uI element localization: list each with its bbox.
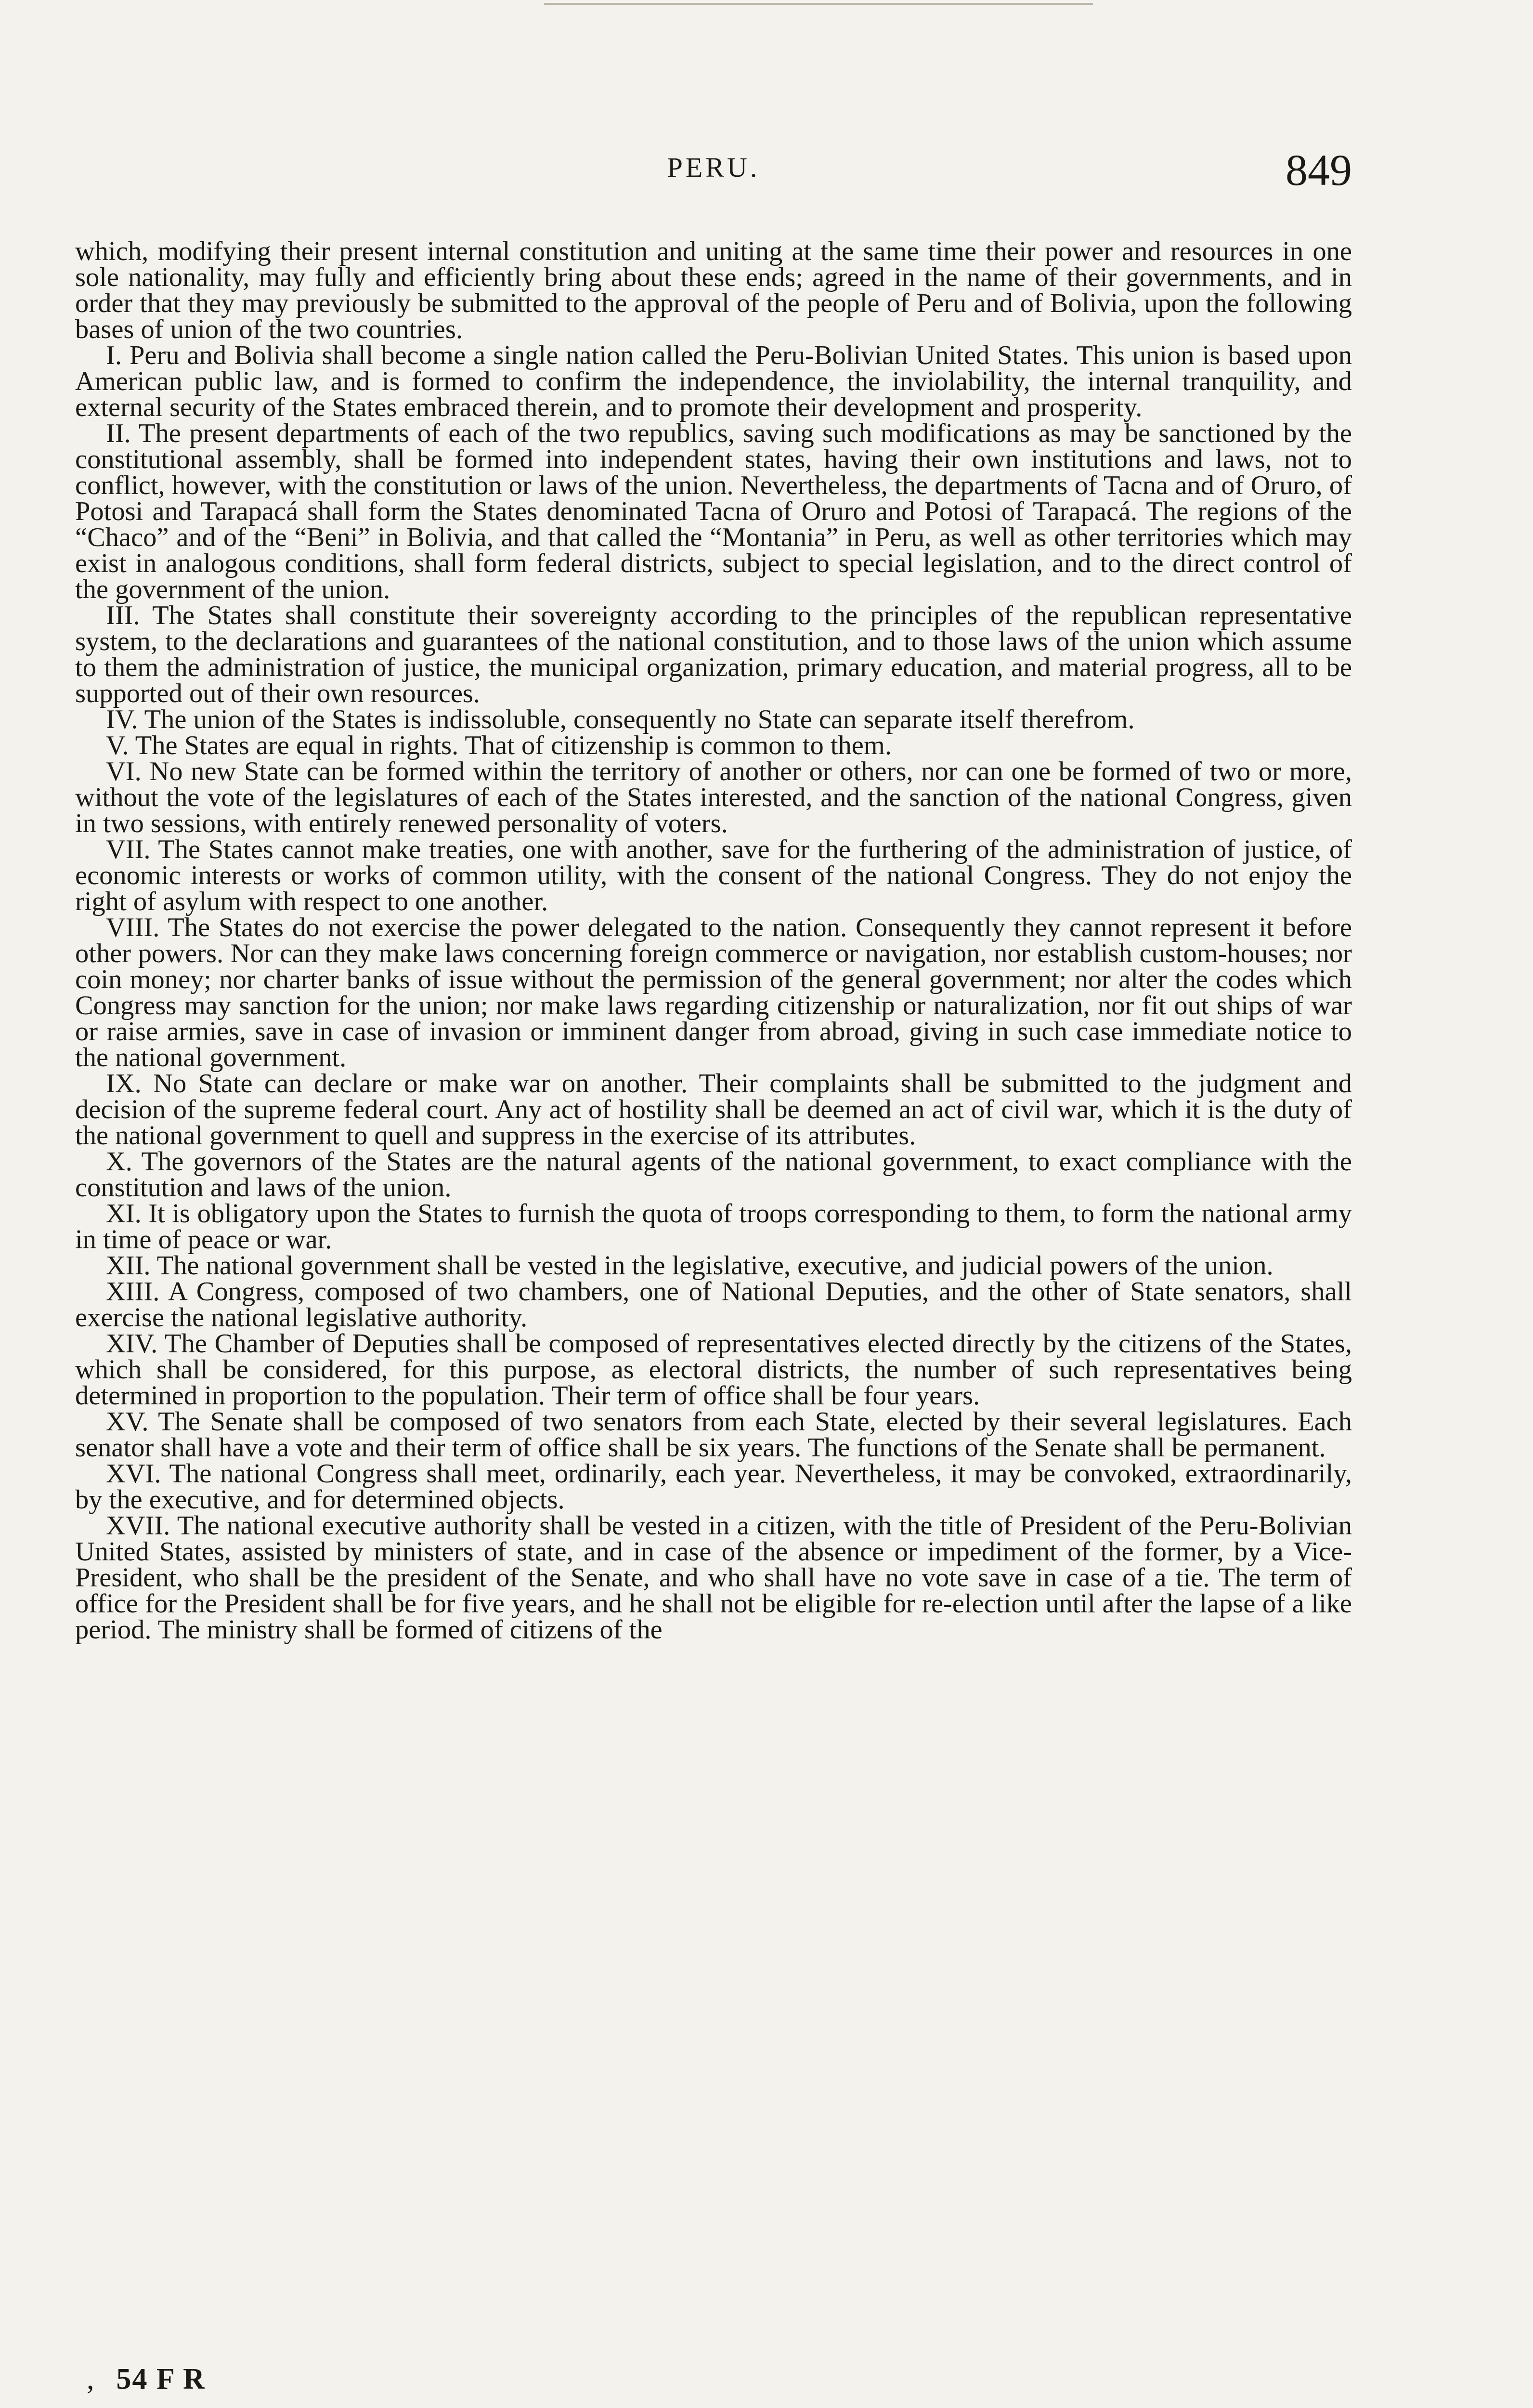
paragraph — [75, 707, 1352, 733]
paragraph — [75, 1201, 1352, 1253]
paragraph — [75, 602, 1352, 707]
paragraph-text: The national government shall be vested in the legislative, executive, and judicial powers of the union. — [156, 1251, 1273, 1281]
page-number: 849 — [1286, 145, 1352, 195]
paragraph — [75, 1279, 1352, 1331]
article-number: IX. — [106, 1069, 142, 1099]
paragraph — [75, 1253, 1352, 1279]
signature-text: 54 F R — [116, 2363, 206, 2395]
paragraph — [75, 915, 1352, 1071]
article-number: II. — [106, 419, 131, 448]
paragraph-text: The Chamber of Deputies shall be composed of representatives elected directly by the citizens of the States, which shall be considered, for this purpose, as electoral districts, the number of such representatives being determined in proportion to the population. Their term of office shall be four years. — [75, 1329, 1352, 1411]
paragraph-text: The States shall constitute their sovereignty according to the principles of the republican representative system, to the declarations and guarantees of the national constitution, and to those laws of the union which assume to them the administration of justice, the municipal organization, primary education, and material progress, all to be supported out of their own resources. — [75, 601, 1352, 708]
paragraph — [75, 837, 1352, 915]
body-text — [75, 238, 1352, 1643]
article-number: XIV. — [106, 1329, 158, 1359]
paragraph — [75, 1409, 1352, 1461]
article-number: VIII. — [106, 913, 160, 942]
paragraph — [75, 759, 1352, 837]
article-number: XIII. — [106, 1277, 160, 1307]
paragraph-text: A Congress, composed of two chambers, one of National Deputies, and the other of State senators, shall exercise the national legislative authority. — [75, 1277, 1352, 1333]
paragraph-text: The States cannot make treaties, one with another, save for the furthering of the administration of justice, of economic interests or works of common utility, with the consent of the national Congress. They do not enjoy the right of asylum with respect to one another. — [75, 835, 1352, 916]
paragraph — [75, 1331, 1352, 1409]
paragraph-text: The national Congress shall meet, ordinarily, each year. Nevertheless, it may be convoked, extraordinarily, by the executive, and for determined objects. — [75, 1459, 1352, 1515]
article-number: I. — [106, 340, 122, 370]
signature-comma: , — [87, 2363, 95, 2395]
paragraph-text: The Senate shall be composed of two senators from each State, elected by their several legislatures. Each senator shall have a vote and their term of office shall be six years. The functions of the Senate shall be permanent. — [75, 1407, 1352, 1463]
article-number: XV. — [106, 1407, 149, 1437]
paragraph-text: The States are equal in rights. That of citizenship is common to them. — [135, 731, 892, 760]
paragraph — [75, 1071, 1352, 1149]
paragraph-text: The States do not exercise the power delegated to the nation. Consequently they cannot represent it before other powers. Nor can they make laws concerning foreign commerce or navigation, nor establish custom-houses; nor coin money; nor charter banks of issue without the permission of the general government; nor alter the codes which Congress may sanction for the union; nor make laws regarding citizenship or naturalization, nor fit out ships of war or raise armies, save in case of invasion or imminent danger from abroad, giving in such case immediate notice to the national government. — [75, 913, 1352, 1073]
article-number: XVI. — [106, 1459, 161, 1489]
article-number: VI. — [106, 757, 142, 786]
paragraph — [75, 1149, 1352, 1201]
paragraph-text: The present departments of each of the two republics, saving such modifications as may be sanctioned by the constitutional assembly, shall be formed into independent states, having their own institutions and laws, not to conflict, however, with the constitution or laws of the union. Nevertheless, the departments of Tacna and of Oruro, of Potosi and Tarapacá shall form the States denominated Tacna of Oruro and Potosi of Tarapacá. The regions of the “Chaco” and of the “Beni” in Bolivia, and that called the “Montania” in Peru, as well as other territories which may exist in analogous conditions, shall form federal districts, subject to special legislation, and to the direct control of the government of the union. — [75, 419, 1352, 604]
article-number: IV. — [106, 705, 138, 734]
article-number: XI. — [106, 1199, 142, 1229]
paragraph-text: The union of the States is indissoluble, consequently no State can separate itself therefrom. — [144, 705, 1135, 734]
article-number: XII. — [106, 1251, 151, 1281]
paragraph-text: It is obligatory upon the States to furnish the quota of troops corresponding to them, to form the national army in time of peace or war. — [75, 1199, 1352, 1255]
paragraph-text: No State can declare or make war on another. Their complaints shall be submitted to the judgment and decision of the supreme federal court. Any act of hostility shall be deemed an act of civil war, which it is the duty of the national government to quell and suppress in the exercise of its attributes. — [75, 1069, 1352, 1151]
article-number: XVII. — [106, 1511, 170, 1541]
running-title: PERU. — [667, 152, 760, 183]
paragraph-text: The national executive authority shall be vested in a citizen, with the title of President of the Peru-Bolivian United States, assisted by ministers of state, and in case of the absence or impediment of the former, by a Vice-President, who shall be the president of the Senate, and who shall have no vote save in case of a tie. The term of office for the President shall be for five years, and he shall not be eligible for re-election until after the lapse of a like period. The ministry shall be formed of citizens of the — [75, 1511, 1352, 1645]
article-number: X. — [106, 1147, 132, 1177]
paragraph — [75, 420, 1352, 602]
paragraph — [75, 342, 1352, 420]
paragraph — [75, 238, 1352, 342]
paragraph-text: The governors of the States are the natural agents of the national government, to exact compliance with the constitution and laws of the union. — [75, 1147, 1352, 1203]
top-edge-rule — [544, 3, 1093, 5]
paragraph — [75, 733, 1352, 759]
paragraph-text: No new State can be formed within the territory of another or others, nor can one be formed of two or more, without the vote of the legislatures of each of the States interested, and the sanction of the national Congress, given in two sessions, with entirely renewed personality of voters. — [75, 757, 1352, 838]
paragraph — [75, 1461, 1352, 1513]
paragraph-text: which, modifying their present internal constitution and uniting at the same time their power and resources in one sole nationality, may fully and efficiently bring about these ends; agreed in the name of their governments, and in order that they may previously be submitted to the approval of the people of Peru and of Bolivia, upon the following bases of union of the two countries. — [75, 236, 1352, 344]
article-number: III. — [106, 601, 140, 630]
article-number: VII. — [106, 835, 151, 864]
running-head — [75, 144, 1352, 202]
paragraph — [75, 1513, 1352, 1643]
signature-mark — [87, 2362, 206, 2396]
paragraph-text: Peru and Bolivia shall become a single nation called the Peru-Bolivian United States. This union is based upon American public law, and is formed to confirm the independence, the inviolability, the internal tranquility, and external security of the States embraced therein, and to promote their development and prosperity. — [75, 340, 1352, 422]
article-number: V. — [106, 731, 129, 760]
